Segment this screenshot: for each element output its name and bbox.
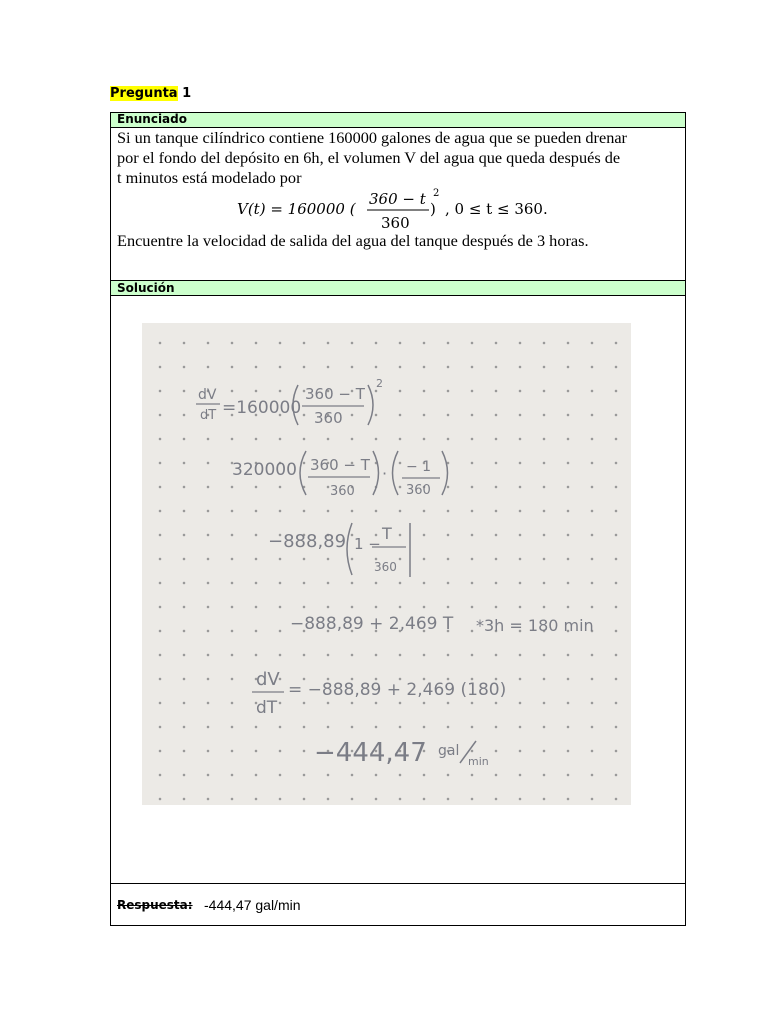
hw-line-1: [196, 377, 383, 427]
statement-text: [117, 128, 681, 188]
statement-line-1: Si un tanque cilíndrico contiene 160000 galones de agua que se pueden drenar: [117, 128, 627, 147]
formula-lhs: V(t) = 160000 (: [237, 200, 356, 218]
answer-row: [111, 883, 685, 926]
hw-line-5: [252, 669, 506, 718]
hw-l2-dot: ·: [382, 464, 388, 483]
hw-l3-frac-num: T: [382, 524, 392, 543]
formula-denominator: 360: [381, 214, 410, 232]
hw-l5-lhs-num: dV: [256, 669, 280, 690]
hw-l1-lhs-num: dV: [198, 387, 217, 403]
question-ask: Encuentre la velocidad de salida del agua del tanque después de 3 horas.: [117, 231, 589, 250]
hw-l2-frac2-den: 360: [406, 483, 431, 498]
hw-l5-lhs-den: dT: [256, 698, 278, 718]
hw-line-3: [268, 523, 410, 577]
hw-l1-lhs-den: dT: [200, 408, 217, 423]
hw-line-4: [290, 614, 594, 635]
question-number: 1: [177, 86, 192, 101]
hw-l6-unit-bottom: min: [468, 755, 489, 768]
hw-l1-rest: =160000: [222, 398, 302, 418]
formula-exponent: 2: [433, 188, 440, 199]
handwritten-solution: [142, 323, 631, 805]
hw-line-6: [314, 738, 489, 768]
hw-l1-exp: 2: [376, 377, 383, 390]
enunciado-header: Enunciado: [111, 113, 685, 128]
solucion-header: Solución: [111, 280, 685, 296]
hw-l5-rhs: = −888,89 + 2,469 (180): [288, 680, 507, 700]
question-label: [110, 86, 191, 101]
formula-domain: , 0 ≤ t ≤ 360.: [445, 200, 548, 218]
statement-line-3: t minutos está modelado por: [117, 168, 302, 187]
hw-l1-frac-num: 360 − T: [305, 385, 365, 403]
question-table: [110, 112, 686, 926]
hw-l3-frac-den: 360: [374, 560, 397, 574]
hw-l2-coef: 320000: [232, 460, 297, 480]
formula-close-paren: ): [430, 200, 436, 218]
hw-l3-one: 1 −: [354, 535, 381, 553]
question-label-highlight: Pregunta: [110, 86, 178, 101]
answer-value: -444,47 gal/min: [204, 897, 301, 913]
hw-l3-coef: −888,89: [268, 531, 347, 552]
volume-formula: [111, 182, 687, 232]
answer-label: Respuesta:: [117, 898, 193, 912]
hw-l1-frac-den: 360: [314, 409, 343, 427]
formula-numerator: 360 − t: [369, 190, 426, 208]
statement-line-2: por el fondo del depósito en 6h, el volumen V del agua que queda después de: [117, 148, 621, 167]
hw-l4-note: *3h = 180 min: [476, 616, 594, 635]
hw-l4-expr: −888,89 + 2,469 T: [290, 614, 454, 634]
hw-l2-frac1-num: 360 − T: [310, 456, 370, 474]
hw-line-2: [232, 451, 448, 499]
hw-l2-frac1-den: 360: [330, 484, 355, 499]
handwritten-solution-photo: [142, 323, 631, 805]
hw-l6-unit-top: gal: [438, 743, 460, 759]
hw-l2-frac2-num: − 1: [406, 459, 432, 475]
hw-l6-value: −444,47: [314, 738, 427, 768]
